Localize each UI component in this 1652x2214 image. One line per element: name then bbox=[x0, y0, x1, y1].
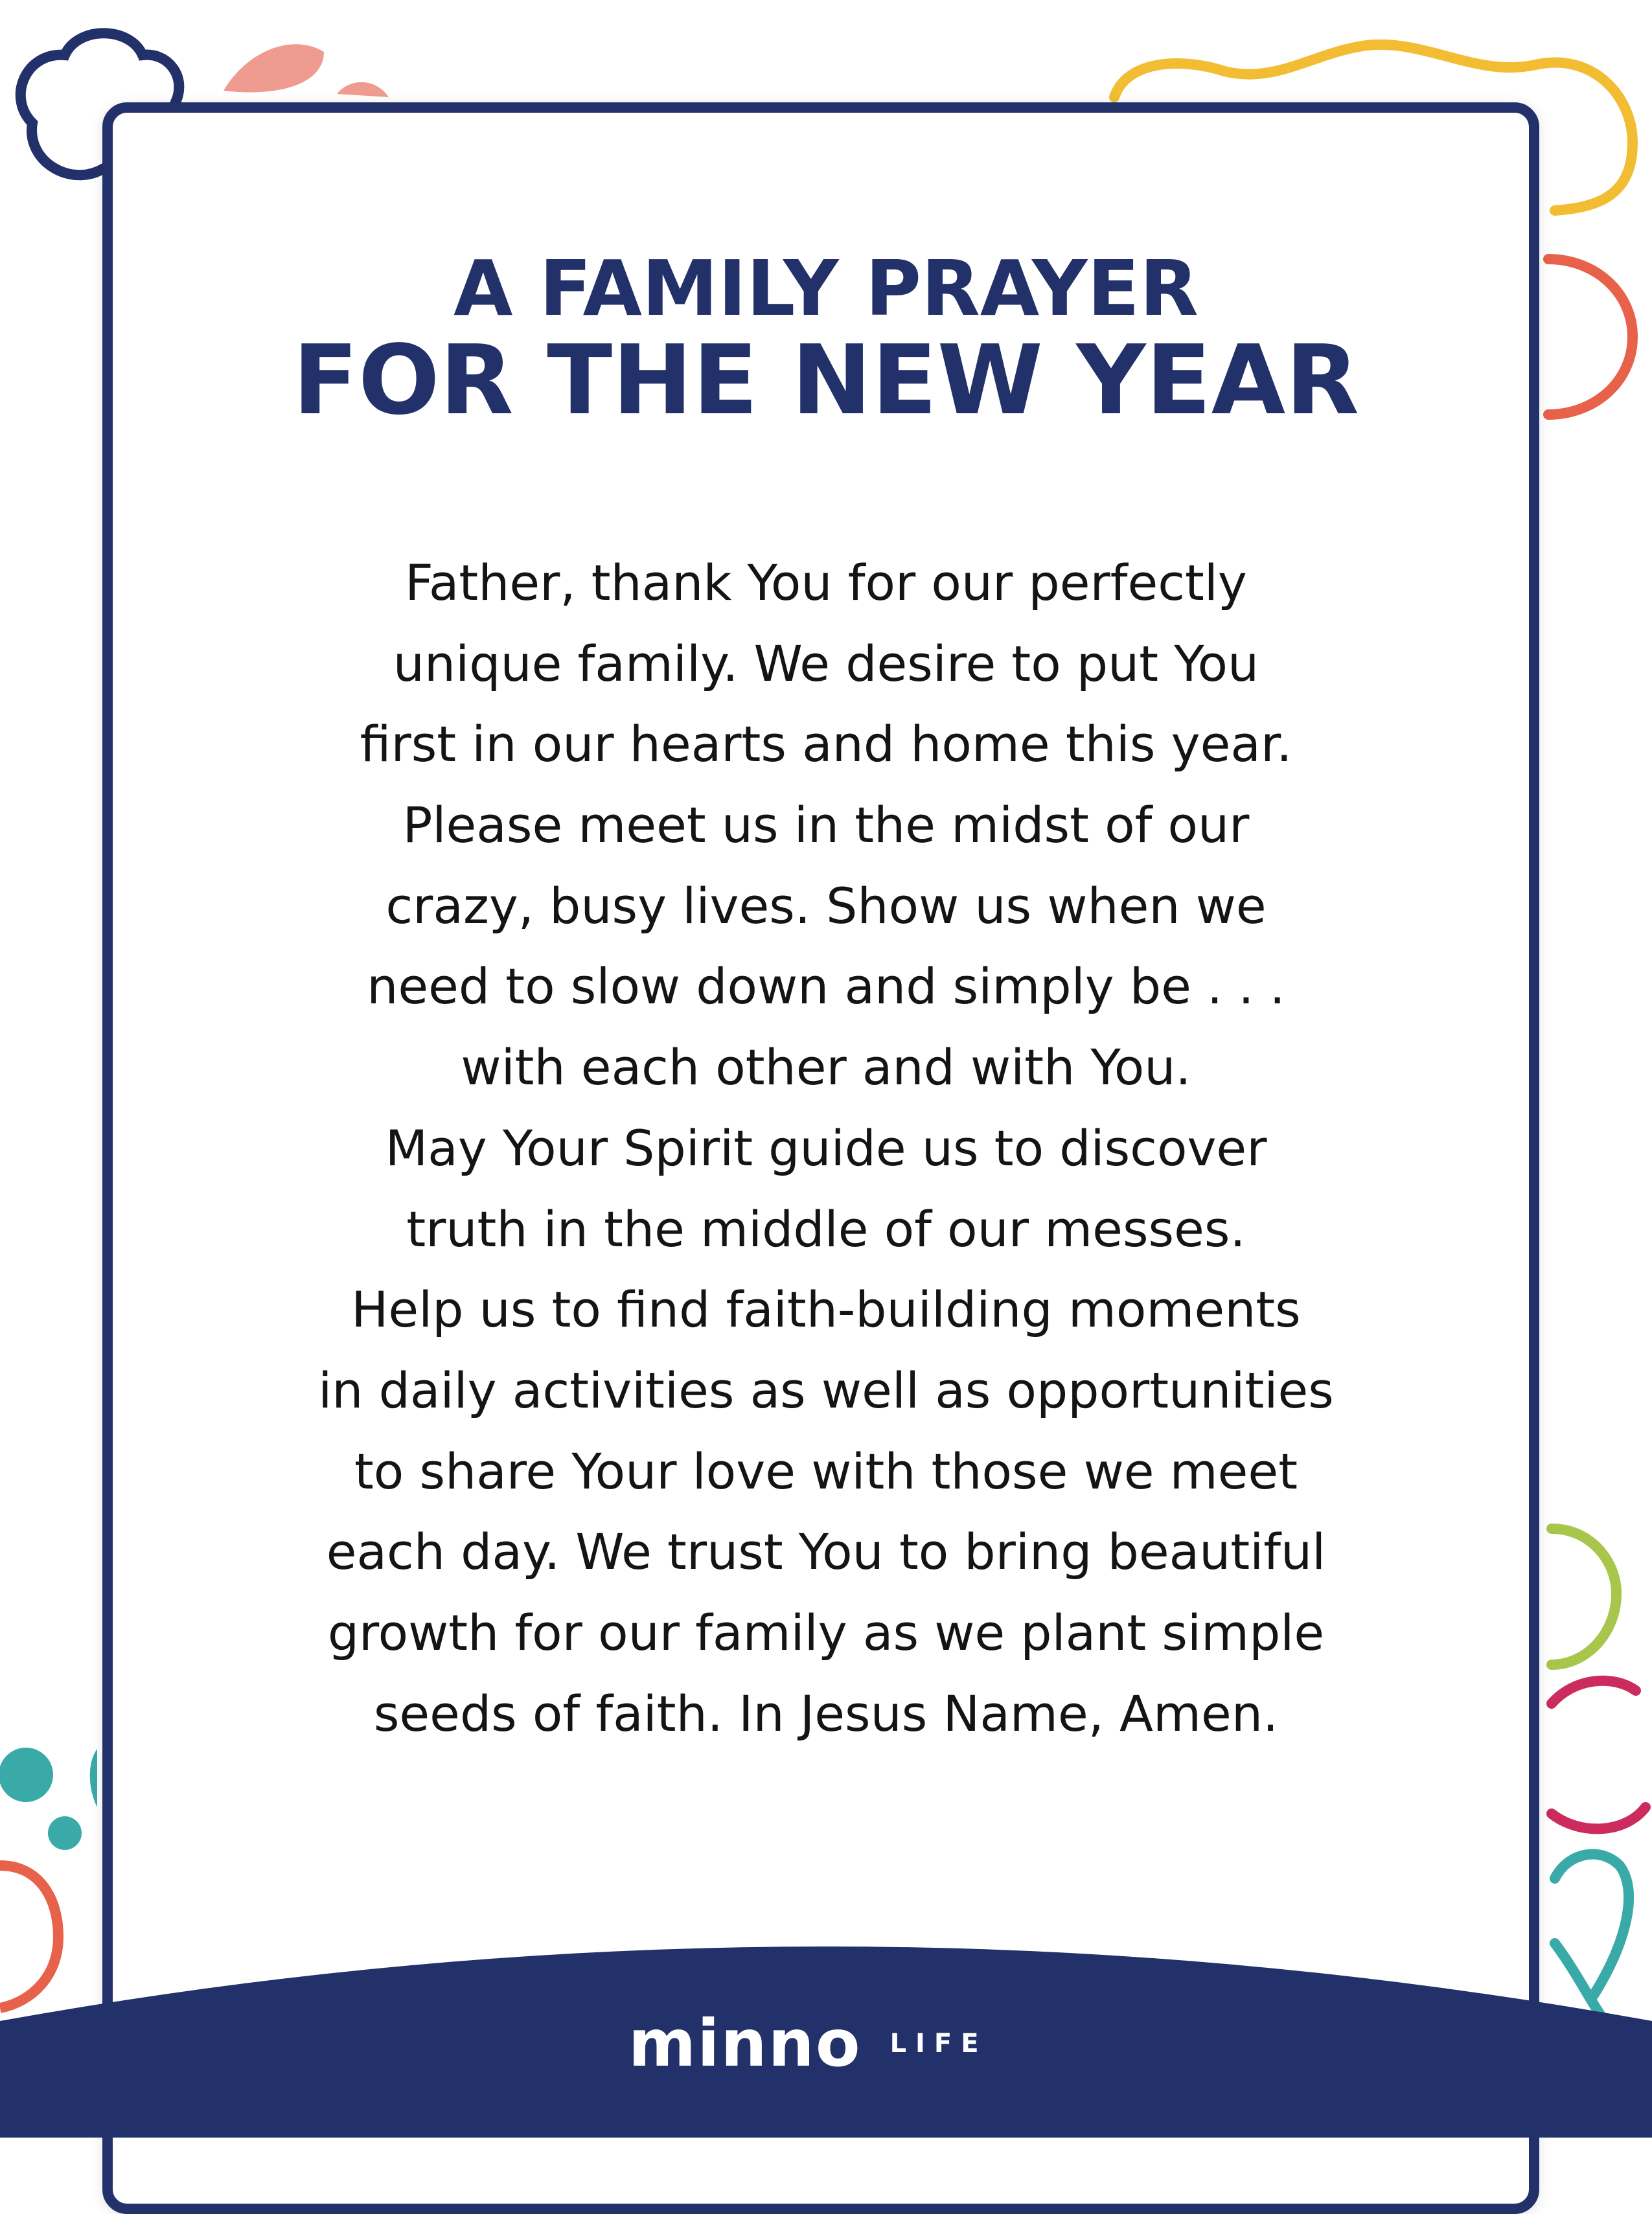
prayer-line: first in our hearts and home this year. bbox=[360, 715, 1292, 773]
logo-wordmark: minno bbox=[628, 2005, 862, 2081]
prayer-line: in daily activities as well as opportunities bbox=[318, 1361, 1334, 1419]
prayer-line: May Your Spirit guide us to discover bbox=[385, 1119, 1267, 1177]
prayer-line: each day. We trust You to bring beautiful bbox=[326, 1523, 1326, 1581]
logo-sub: LIFE bbox=[889, 2029, 988, 2059]
prayer-line: to share Your love with those we meet bbox=[354, 1442, 1298, 1500]
prayer-line: Help us to find faith-building moments bbox=[351, 1281, 1301, 1339]
prayer-line: crazy, busy lives. Show us when we bbox=[385, 876, 1267, 935]
coral-leaf-icon bbox=[224, 44, 389, 97]
prayer-line: need to slow down and simply be . . . bbox=[367, 957, 1285, 1016]
prayer-line: seeds of faith. In Jesus Name, Amen. bbox=[373, 1684, 1279, 1742]
prayer-line: truth in the middle of our messes. bbox=[406, 1200, 1246, 1258]
prayer-text bbox=[0, 543, 1652, 1754]
prayer-line: Father, thank You for our perfectly bbox=[405, 554, 1247, 611]
prayer-line: unique family. We desire to put You bbox=[393, 634, 1259, 692]
prayer-line: Please meet us in the midst of our bbox=[402, 796, 1250, 854]
title-line-1: A FAMILY PRAYER bbox=[453, 244, 1199, 333]
minno-life-logo bbox=[628, 2005, 988, 2081]
prayer-line: with each other and with You. bbox=[461, 1038, 1191, 1097]
teal-dots-icon bbox=[0, 1748, 97, 1850]
title-line-2: FOR THE NEW YEAR bbox=[292, 325, 1360, 436]
prayer-line: growth for our family as we plant simple bbox=[327, 1603, 1325, 1661]
